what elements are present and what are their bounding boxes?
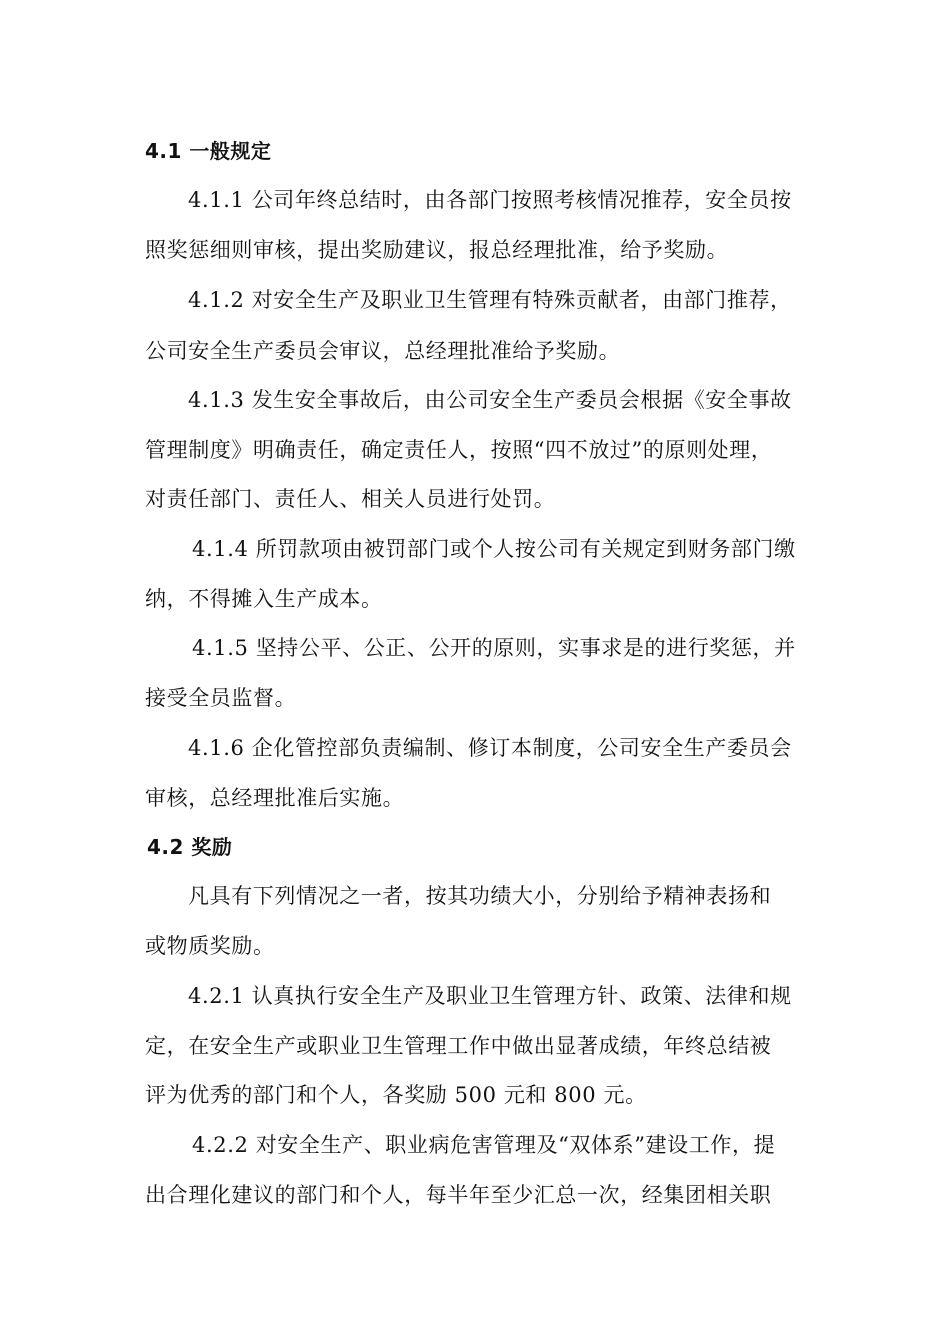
paragraph-4-1-4-line-2: 纳，不得摊入生产成本。 [145, 587, 383, 611]
paragraph-4-1-1-line-1: 4.1.1 公司年终总结时，由各部门按照考核情况推荐，安全员按 [188, 188, 792, 212]
paragraph-4-1-5-line-1: 4.1.5 坚持公平、公正、公开的原则，实事求是的进行奖惩，并 [192, 636, 796, 660]
paragraph-4-1-3-line-2: 管理制度》明确责任，确定责任人，按照“四不放过”的原则处理， [145, 438, 773, 462]
paragraph-4-1-4-line-1: 4.1.4 所罚款项由被罚部门或个人按公司有关规定到财务部门缴 [192, 537, 796, 561]
paragraph-4-2-1-line-2: 定，在安全生产或职业卫生管理工作中做出显著成绩，年终总结被 [145, 1034, 772, 1058]
paragraph-4-1-6-line-2: 审核，总经理批准后实施。 [145, 786, 405, 810]
section-heading-4-2: 4.2 奖励 [147, 835, 233, 859]
paragraph-4-1-1-line-2: 照奖惩细则审核，提出奖励建议，报总经理批准，给予奖励。 [145, 238, 729, 262]
paragraph-4-2-1-line-3: 评为优秀的部门和个人，各奖励 500 元和 800 元。 [145, 1083, 647, 1107]
paragraph-4-1-3-line-3: 对责任部门、责任人、相关人员进行处罚。 [145, 487, 556, 511]
paragraph-4-2-2-line-1: 4.2.2 对安全生产、职业病危害管理及“双体系”建设工作，提 [192, 1133, 776, 1157]
paragraph-4-2-1-line-1: 4.2.1 认真执行安全生产及职业卫生管理方针、政策、法律和规 [188, 984, 792, 1008]
paragraph-4-2-intro-line-2: 或物质奖励。 [145, 934, 275, 958]
paragraph-4-2-intro-line-1: 凡具有下列情况之一者，按其功绩大小，分别给予精神表扬和 [188, 884, 772, 908]
paragraph-4-1-2-line-2: 公司安全生产委员会审议，总经理批准给予奖励。 [145, 339, 621, 363]
paragraph-4-1-5-line-2: 接受全员监督。 [145, 686, 297, 710]
paragraph-4-2-2-line-2: 出合理化建议的部门和个人，每半年至少汇总一次，经集团相关职 [145, 1183, 772, 1207]
paragraph-4-1-3-line-1: 4.1.3 发生安全事故后，由公司安全生产委员会根据《安全事故 [188, 388, 792, 412]
section-heading-4-1: 4.1 一般规定 [145, 139, 272, 163]
paragraph-4-1-6-line-1: 4.1.6 企化管控部负责编制、修订本制度，公司安全生产委员会 [188, 736, 792, 760]
paragraph-4-1-2-line-1: 4.1.2 对安全生产及职业卫生管理有特殊贡献者，由部门推荐， [188, 288, 792, 312]
